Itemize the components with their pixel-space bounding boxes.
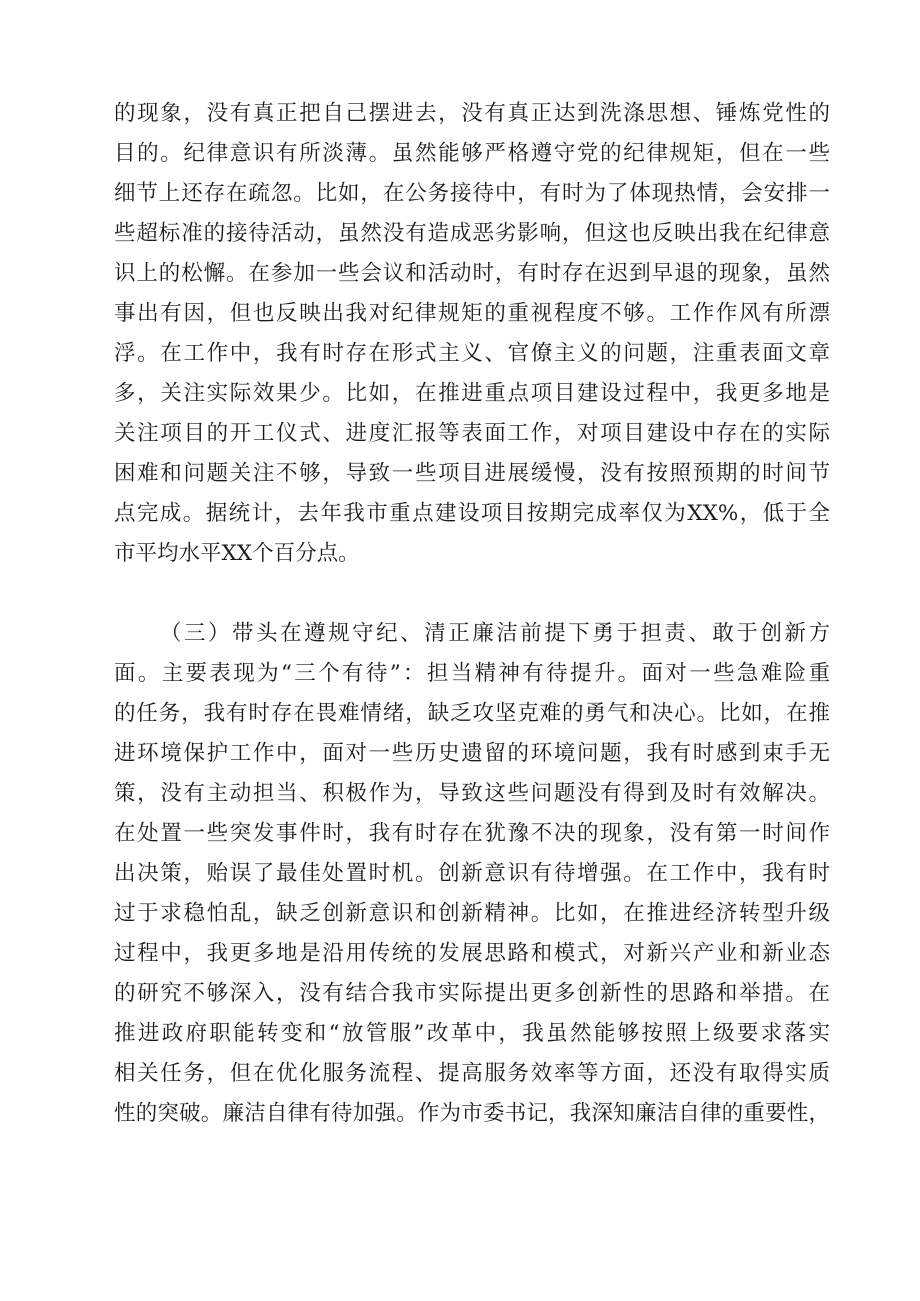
text-line: 面。主要表现为“三个有待”：担当精神有待提升。面对一些急难险重 — [114, 661, 830, 686]
paragraph-2 — [114, 614, 830, 1134]
text-line: 事出有因，但也反映出我对纪律规矩的重视程度不够。工作作风有所漂 — [114, 301, 830, 326]
text-line: 进环境保护工作中，面对一些历史遗留的环境问题，我有时感到束手无 — [114, 741, 830, 766]
text-line: 多，关注实际效果少。比如，在推进重点项目建设过程中，我更多地是 — [114, 381, 830, 406]
text-line: 市平均水平XX个百分点。 — [114, 541, 360, 566]
text-line: 细节上还存在疏忽。比如，在公务接待中，有时为了体现热情，会安排一 — [114, 181, 830, 206]
text-line: 策，没有主动担当、积极作为，导致这些问题没有得到及时有效解决。 — [114, 781, 830, 806]
paragraph-1 — [114, 94, 830, 574]
text-line: 的任务，我有时存在畏难情绪，缺乏攻坚克难的勇气和决心。比如，在推 — [114, 701, 830, 726]
text-line: 的研究不够深入，没有结合我市实际提出更多创新性的思路和举措。在 — [114, 981, 830, 1006]
text-line: 相关任务，但在优化服务流程、提高服务效率等方面，还没有取得实质 — [114, 1061, 830, 1086]
section-heading-line: （三）带头在遵规守纪、清正廉洁前提下勇于担责、敢于创新方 — [160, 621, 830, 646]
text-line: 在处置一些突发事件时，我有时存在犹豫不决的现象，没有第一时间作 — [114, 821, 830, 846]
text-line: 过于求稳怕乱，缺乏创新意识和创新精神。比如，在推进经济转型升级 — [114, 901, 830, 926]
text-line: 些超标准的接待活动，虽然没有造成恶劣影响，但这也反映出我在纪律意 — [114, 221, 830, 246]
text-line: 困难和问题关注不够，导致一些项目进展缓慢，没有按照预期的时间节 — [114, 461, 830, 486]
text-line: 过程中，我更多地是沿用传统的发展思路和模式，对新兴产业和新业态 — [114, 941, 830, 966]
text-line: 点完成。据统计，去年我市重点建设项目按期完成率仅为XX%，低于全 — [114, 501, 830, 526]
text-line: 浮。在工作中，我有时存在形式主义、官僚主义的问题，注重表面文章 — [114, 341, 830, 366]
text-line: 目的。纪律意识有所淡薄。虽然能够严格遵守党的纪律规矩，但在一些 — [114, 141, 830, 166]
text-line: 出决策，贻误了最佳处置时机。创新意识有待增强。在工作中，我有时 — [114, 861, 830, 886]
text-line: 关注项目的开工仪式、进度汇报等表面工作，对项目建设中存在的实际 — [114, 421, 830, 446]
text-line: 推进政府职能转变和“放管服”改革中，我虽然能够按照上级要求落实 — [114, 1021, 830, 1046]
text-line: 性的突破。廉洁自律有待加强。作为市委书记，我深知廉洁自律的重要性， — [114, 1101, 830, 1126]
text-line: 识上的松懈。在参加一些会议和活动时，有时存在迟到早退的现象，虽然 — [114, 261, 830, 286]
text-line: 的现象，没有真正把自己摆进去，没有真正达到洗涤思想、锤炼党性的 — [114, 101, 830, 126]
